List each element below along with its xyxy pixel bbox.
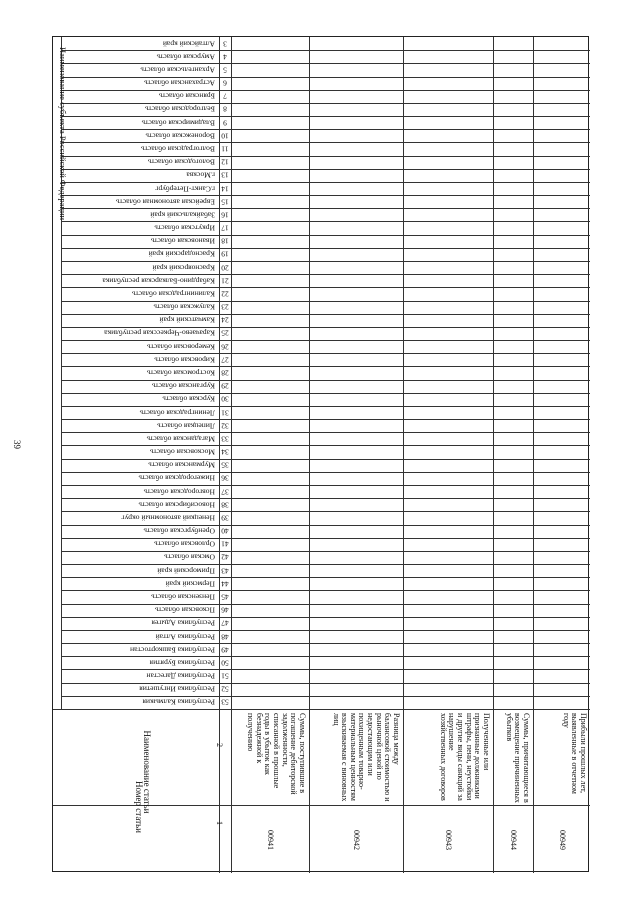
subject-name: Новосибирская область (138, 500, 215, 510)
subject-name: Республика Башкортостан (130, 645, 215, 655)
subject-name: Краснодарский край (148, 250, 215, 259)
subject-column-number: 5 (223, 65, 227, 75)
subject-column-number: 42 (221, 552, 229, 562)
subject-name: Карачаево-Черкесская республика (104, 329, 215, 339)
subject-column-number: 27 (221, 355, 229, 365)
subject-column-number: 12 (221, 157, 229, 167)
subject-name: Пензенская область (151, 592, 215, 602)
subject-column-number: 3 (223, 39, 227, 49)
subject-name: Псковская область (155, 605, 215, 615)
subject-name: Магаданская область (146, 434, 215, 444)
subject-name: Белгородская область (145, 105, 215, 115)
subject-column-number: 7 (223, 91, 227, 101)
subject-column-number: 33 (221, 434, 229, 444)
subject-name: Брянская область (158, 91, 215, 101)
subject-column-number: 48 (221, 632, 229, 642)
subject-name: г.Санкт-Петербург (155, 184, 215, 194)
subject-name: Калужская область (153, 302, 215, 312)
subject-column-number: 9 (223, 118, 227, 128)
subject-name: Новгородская область (143, 487, 215, 497)
report-table (52, 36, 589, 872)
subject-name: Республика Адыгея (151, 618, 215, 628)
subject-column-number: 14 (221, 184, 229, 194)
subject-column-number: 47 (221, 618, 229, 628)
article-code: 00949 (557, 830, 567, 850)
subject-name: Красноярский край (152, 263, 215, 273)
article-number-header: Номер статьи (134, 781, 144, 833)
article-name: Разница между балансовой стоимостью и рыночной ценой по недостающим или похищенным товарно-материальным ценностям взыскиваемая с виновных лиц (331, 713, 401, 802)
article-code: 00942 (352, 830, 361, 850)
subject-column-number: 18 (221, 236, 229, 246)
subject-column-number: 45 (221, 592, 229, 602)
subject-name: Еврейская автономная область (115, 197, 215, 207)
subject-name: Оренбургская область (143, 526, 215, 536)
subject-column-number: 38 (221, 500, 229, 510)
subject-name: Республика Алтай (155, 632, 215, 642)
subject-name: Кабардино-Балкарская республика (102, 276, 215, 286)
column-number-2: 2 (215, 743, 224, 747)
subject-column-number: 44 (221, 579, 229, 589)
article-name: Суммы, поступившие в погашение дебиторской задолженности, списанной в прошлые годы в убыток как безнадежной к получению (246, 713, 307, 795)
subject-name: Амурская область (156, 52, 215, 62)
subject-column-number: 11 (221, 144, 229, 154)
subject-column-number: 49 (221, 645, 229, 655)
subject-column-number: 25 (221, 328, 229, 338)
subject-name: Кемеровская область (147, 342, 215, 352)
subject-name: Вологодская область (147, 157, 215, 167)
subject-name: г.Москва (186, 170, 215, 180)
subject-column-number: 6 (223, 78, 227, 88)
subject-name: Курганская область (151, 381, 215, 391)
subject-column-number: 10 (221, 131, 229, 141)
subject-column-number: 22 (221, 289, 229, 299)
subject-column-number: 13 (221, 170, 229, 180)
article-code: 00944 (509, 830, 518, 850)
article-name: Полученные или признанные должниками штрафы, пени, неустойки и другие виды санкций за нарушение хозяйственных договоров (438, 713, 491, 801)
subject-name: Калининградская область (131, 289, 215, 299)
subject-name: Волгоградская область (141, 144, 215, 154)
article-name: Суммы, причитающиеся в возмещение причиненных убытков (504, 713, 531, 803)
subject-column-number: 29 (221, 381, 229, 391)
subject-name: Кировская область (154, 355, 215, 365)
subject-name: Камчатский край (159, 315, 215, 325)
article-name: Прибыли прошлых лет, выявленные в отчетном году (561, 713, 588, 794)
subject-name: Воронежская область (145, 131, 215, 141)
subject-name: Ленинградская область (139, 408, 215, 418)
subject-name: Астраханская область (144, 78, 215, 88)
subject-name: Ненецкий автономный округ (121, 513, 215, 523)
subject-column-number: 51 (221, 671, 229, 681)
subject-name: Архангельская область (140, 65, 215, 75)
subject-column-number: 36 (221, 473, 229, 483)
subject-column-number: 4 (223, 52, 227, 62)
subject-name: Республика Бурятия (149, 658, 215, 668)
subject-column-number: 26 (221, 342, 229, 352)
subject-name: Республика Ингушетия (139, 684, 215, 694)
subject-column-number: 16 (221, 210, 229, 220)
subject-column-number: 50 (221, 658, 229, 668)
column-number-1: 1 (215, 821, 224, 825)
subject-column-number: 34 (221, 447, 229, 457)
subject-column-number: 17 (221, 223, 229, 233)
subject-column-number: 21 (221, 276, 229, 286)
subject-column-number: 37 (221, 487, 229, 497)
subject-name: Алтайский край (162, 39, 215, 49)
subject-name: Пермский край (165, 579, 215, 589)
subject-column-number: 40 (221, 526, 229, 536)
subject-column-number: 28 (221, 368, 229, 378)
subject-name: Иркутская область (154, 223, 215, 233)
article-code: 00943 (444, 830, 453, 850)
subject-name: Мурманская область (148, 460, 215, 470)
subject-name: Приморский край (157, 566, 215, 576)
subject-name: Республика Дагестан (146, 671, 215, 681)
subject-group-title: Наименование субъекта Российской Федерации (58, 47, 68, 221)
subject-column-number: 19 (221, 249, 229, 259)
subject-name: Забайкальский край (150, 210, 215, 220)
subject-name: Республика Калмыкия (142, 698, 215, 707)
subject-name: Ивановская область (150, 236, 215, 246)
subject-name: Омская область (164, 553, 215, 563)
subject-name: Костромская область (146, 368, 215, 378)
subject-column-number: 53 (221, 697, 229, 707)
subject-name: Владимирская область (141, 118, 215, 128)
subject-column-number: 8 (223, 104, 227, 114)
subject-column-number: 31 (221, 408, 229, 418)
subject-column-number: 35 (221, 460, 229, 470)
subject-column-number: 41 (221, 539, 229, 549)
subject-column-number: 52 (221, 684, 229, 694)
subject-name: Курская область (162, 394, 215, 404)
article-code: 00941 (266, 830, 275, 850)
article-name-header: Наименование статьи (142, 730, 152, 814)
subject-column-number: 15 (221, 197, 229, 207)
subject-name: Орловская область (154, 539, 215, 549)
subject-column-number: 23 (221, 302, 229, 312)
subject-column-number: 46 (221, 605, 229, 615)
page-number: 39 (12, 440, 22, 449)
subject-column-number: 20 (221, 263, 229, 273)
subject-column-number: 39 (221, 513, 229, 523)
subject-name: Нижегородская область (138, 474, 215, 483)
subject-name: Липецкая область (157, 421, 215, 431)
subject-column-number: 24 (221, 315, 229, 325)
subject-column-number: 43 (221, 566, 229, 576)
subject-column-number: 30 (221, 394, 229, 404)
subject-name: Московская область (149, 447, 215, 457)
subject-column-number: 32 (221, 421, 229, 431)
